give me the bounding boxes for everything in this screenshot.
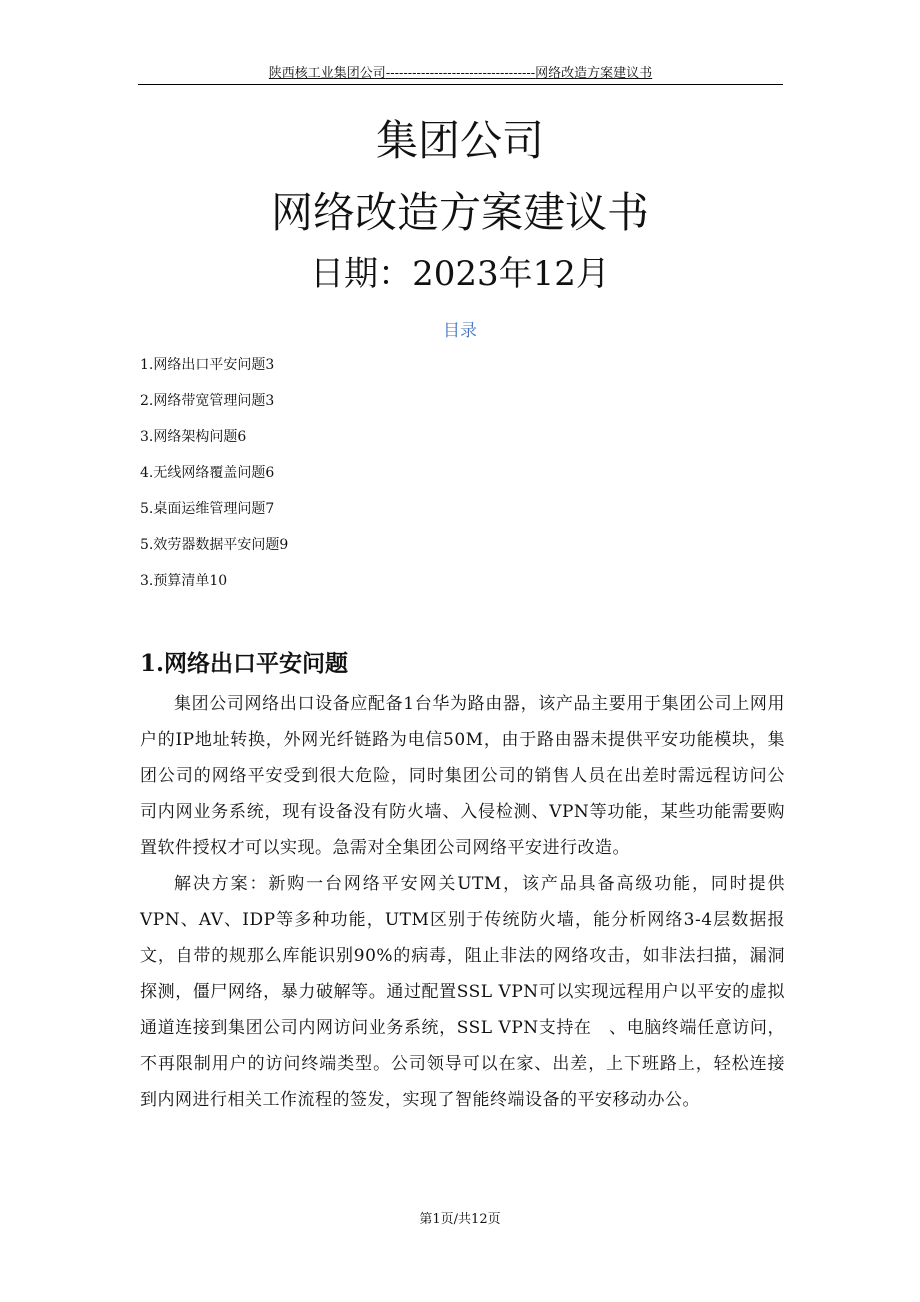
toc-item[interactable]: 3.网络架构问题6 <box>140 429 247 445</box>
toc-item[interactable]: 2.网络带宽管理问题3 <box>140 393 275 409</box>
toc-item[interactable]: 4.无线网络覆盖问题6 <box>140 465 275 481</box>
toc-item[interactable]: 5.桌面运维管理问题7 <box>140 501 275 517</box>
page-footer: 第1页/共12页 <box>419 1212 501 1227</box>
document-title-line1: 集团公司 <box>375 116 544 165</box>
section-paragraph-solution: 解决方案：新购一台网络平安网关UTM，该产品具备高级功能，同时提供VPN、AV、IDP等多种功能，UTM区别于传统防火墙，能分析网络3-4层数据报文，自带的规那么库能识别90%的病毒，阻止非法的网络攻击，如非法扫描，漏洞探测，僵尸网络，暴力破解等。通过配置SSL VPN可以实现远程用户以平安的虚拟通道连接到集团公司内网访问业务系统，SSL VPN支持在 、电脑终端任意访问，不再限制用户的访问终端类型。公司领导可以在家、出差，上下班路上，轻松连接到内网进行相关工作流程的签发，实现了智能终端设备的平安移动办公。 <box>140 874 785 1110</box>
header-separator: ---------------------------------- <box>385 66 536 81</box>
toc-item[interactable]: 1.网络出口平安问题3 <box>140 357 275 373</box>
page-header <box>138 66 783 85</box>
document-title-line2: 网络改造方案建议书 <box>270 188 649 237</box>
section-heading: 1.网络出口平安问题 <box>140 650 349 677</box>
document-date: 日期：2023年12月 <box>310 254 610 294</box>
header-doc-title: 网络改造方案建议书 <box>535 66 653 81</box>
table-of-contents <box>140 352 780 604</box>
toc-item[interactable]: 3.预算清单10 <box>140 573 228 589</box>
section-paragraph-problem: 集团公司网络出口设备应配备1台华为路由器，该产品主要用于集团公司上网用户的IP地址转换，外网光纤链路为电信50M，由于路由器未提供平安功能模块，集团公司的网络平安受到很大危险，同时集团公司的销售人员在出差时需远程访问公司内网业务系统，现有设备没有防火墙、入侵检测、VPN等功能，某些功能需要购置软件授权才可以实现。急需对全集团公司网络平安进行改造。 <box>140 694 785 858</box>
toc-title: 目录 <box>443 321 477 341</box>
toc-item[interactable]: 5.效劳器数据平安问题9 <box>140 537 289 553</box>
header-company: 陕西核工业集团公司 <box>268 66 386 81</box>
